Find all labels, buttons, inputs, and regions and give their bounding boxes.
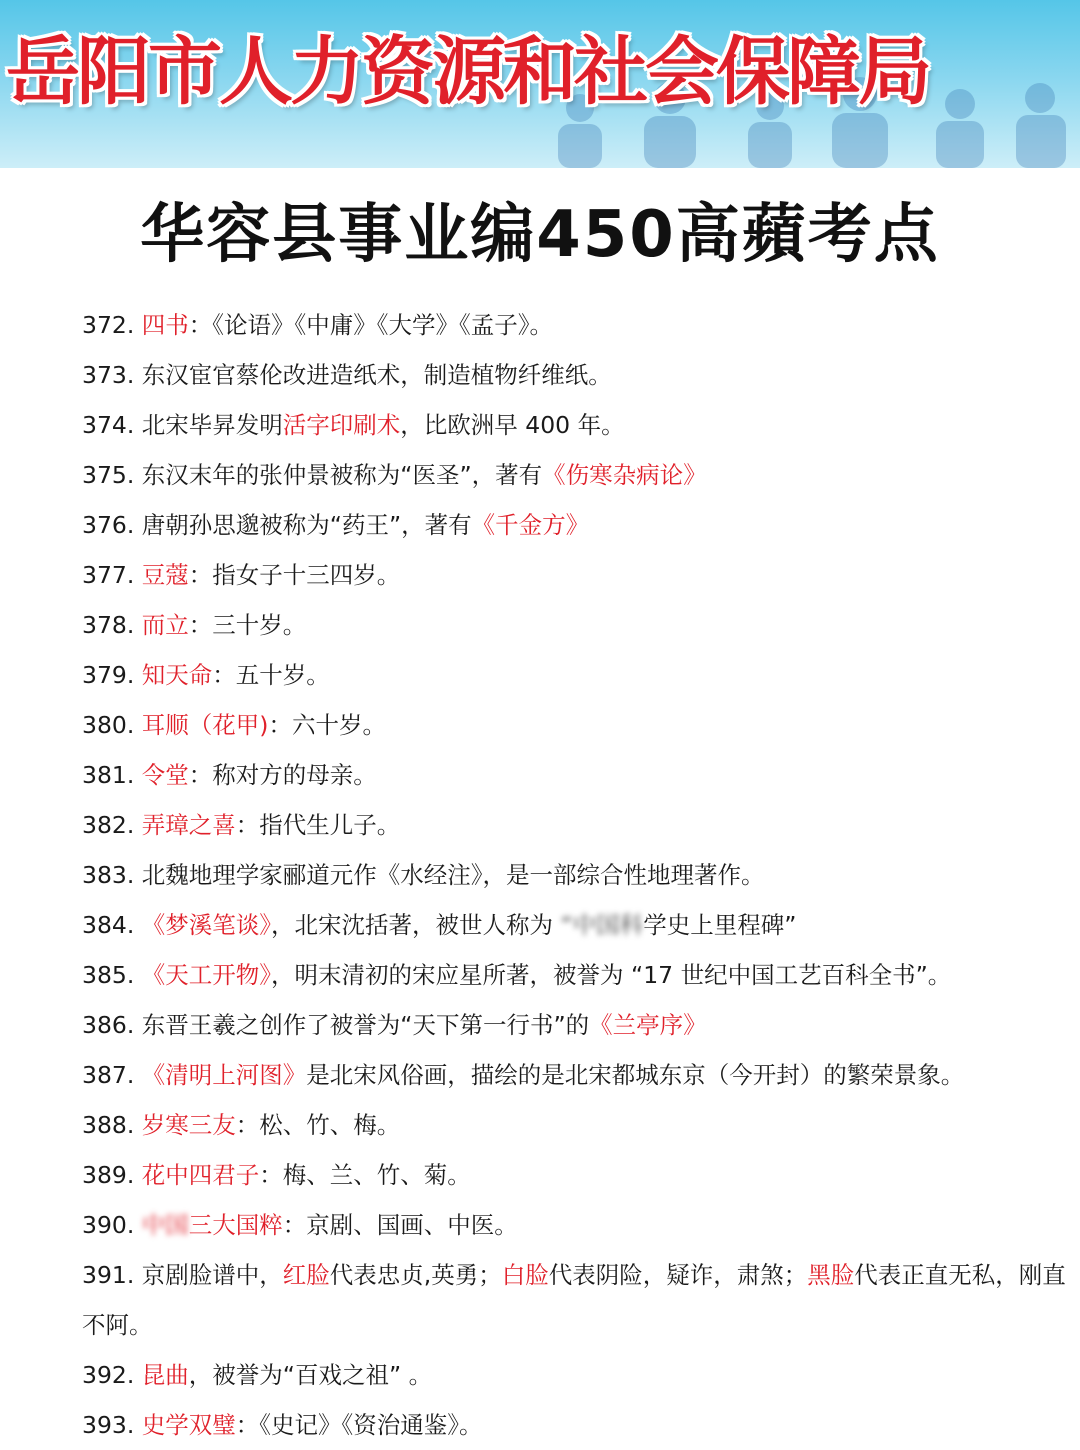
- item-list: [82, 300, 1080, 1450]
- highlighted-term: 令堂: [141, 761, 189, 789]
- item-text: ：指代生儿子。: [235, 811, 401, 839]
- item-text: 北魏地理学家郦道元作《水经注》，是一部综合性地理著作。: [141, 861, 765, 889]
- item-text: ：松、竹、梅。: [235, 1111, 401, 1139]
- list-item: [82, 1250, 1080, 1350]
- item-text: 中国: [141, 1211, 189, 1239]
- list-item: [82, 1350, 1080, 1400]
- highlighted-term: 《伤寒杂病论》: [542, 461, 707, 489]
- highlighted-term: 知天命: [141, 661, 213, 689]
- list-item: [82, 1400, 1080, 1450]
- list-item: [82, 1050, 1080, 1100]
- item-text: ，被誉为“百戏之祖” 。: [188, 1361, 433, 1389]
- item-text: ，比欧洲早 400 年。: [400, 411, 625, 439]
- banner-title: 岳阳市人力资源和社会保障局: [6, 29, 929, 115]
- item-number: 380.: [82, 711, 142, 739]
- item-text: 代表忠贞,英勇；: [329, 1261, 502, 1289]
- highlighted-term: 活字印刷术: [282, 411, 401, 439]
- item-number: 389.: [82, 1161, 142, 1189]
- item-text: ：梅、兰、竹、菊。: [259, 1161, 471, 1189]
- item-number: 384.: [82, 911, 142, 939]
- item-text: ：三十岁。: [188, 611, 307, 639]
- item-number: 377.: [82, 561, 142, 589]
- item-number: 393.: [82, 1411, 142, 1439]
- highlighted-term: 《清明上河图》: [141, 1061, 307, 1089]
- item-text: “中国科: [560, 911, 644, 939]
- item-number: 390.: [82, 1211, 142, 1239]
- item-text: 代表正直无私，刚直不阿。: [82, 1261, 1066, 1339]
- highlighted-term: 岁寒三友: [141, 1111, 236, 1139]
- highlighted-term: 红脸: [282, 1261, 330, 1289]
- list-item: [82, 900, 1080, 950]
- list-item: [82, 650, 1080, 700]
- item-text: ，北宋沈括著，被世人称为: [271, 911, 561, 939]
- highlighted-term: 三大国粹: [188, 1211, 283, 1239]
- item-text: 北宋毕昇发明: [141, 411, 283, 439]
- highlighted-term: 豆蔻: [141, 561, 189, 589]
- highlighted-term: 白脸: [501, 1261, 549, 1289]
- list-item: [82, 700, 1080, 750]
- list-item: [82, 750, 1080, 800]
- list-item: [82, 850, 1080, 900]
- list-item: [82, 450, 1080, 500]
- item-text: 是北宋风俗画，描绘的是北宋都城东京（今开封）的繁荣景象。: [306, 1061, 965, 1089]
- highlighted-term: 四书: [141, 311, 189, 339]
- item-number: 372.: [82, 311, 142, 339]
- item-text: 东晋王羲之创作了被誉为“天下第一行书”的: [141, 1011, 590, 1039]
- item-number: 376.: [82, 511, 142, 539]
- highlighted-term: 史学双璧: [141, 1411, 236, 1439]
- item-text: 东汉末年的张仲景被称为“医圣”，著有: [141, 461, 543, 489]
- highlighted-term: 《兰亭序》: [589, 1011, 707, 1039]
- list-item: [82, 350, 1080, 400]
- item-text: 代表阴险，疑诈，肃煞；: [548, 1261, 808, 1289]
- item-text: ：称对方的母亲。: [188, 761, 377, 789]
- list-item: [82, 1000, 1080, 1050]
- page-title: 华容县事业编450高蘋考点: [140, 198, 940, 272]
- highlighted-term: 《梦溪笔谈》: [141, 911, 272, 939]
- highlighted-term: 《千金方》: [471, 511, 590, 539]
- highlighted-term: 而立: [141, 611, 189, 639]
- item-text: ：指女子十三四岁。: [188, 561, 401, 589]
- highlighted-term: 昆曲: [141, 1361, 189, 1389]
- item-number: 386.: [82, 1011, 142, 1039]
- item-number: 382.: [82, 811, 142, 839]
- item-number: 385.: [82, 961, 142, 989]
- list-item: [82, 1200, 1080, 1250]
- item-number: 374.: [82, 411, 142, 439]
- item-number: 392.: [82, 1361, 142, 1389]
- highlighted-term: 耳顺（花甲): [141, 711, 269, 739]
- list-item: [82, 300, 1080, 350]
- item-number: 375.: [82, 461, 142, 489]
- item-text: ：六十岁。: [268, 711, 386, 739]
- item-text: ：京剧、国画、中医。: [282, 1211, 518, 1239]
- item-number: 388.: [82, 1111, 142, 1139]
- item-text: 东汉宦官蔡伦改进造纸术，制造植物纤维纸。: [141, 361, 612, 389]
- item-text: ：五十岁。: [212, 661, 330, 689]
- item-number: 383.: [82, 861, 142, 889]
- item-text: 唐朝孙思邈被称为“药王”，著有: [141, 511, 472, 539]
- list-item: [82, 550, 1080, 600]
- item-text: 京剧脸谱中，: [141, 1261, 283, 1289]
- highlighted-term: 《天工开物》: [141, 961, 272, 989]
- list-item: [82, 950, 1080, 1000]
- list-item: [82, 1150, 1080, 1200]
- item-text: ：《论语》《中庸》《大学》《孟子》。: [188, 311, 554, 339]
- item-number: 391.: [82, 1261, 142, 1289]
- item-text: ：《史记》《资治通鉴》。: [235, 1411, 483, 1439]
- item-number: 381.: [82, 761, 142, 789]
- item-number: 373.: [82, 361, 142, 389]
- item-number: 378.: [82, 611, 142, 639]
- item-number: 379.: [82, 661, 142, 689]
- list-item: [82, 500, 1080, 550]
- highlighted-term: 弄璋之喜: [141, 811, 236, 839]
- item-text: ，明末清初的宋应星所著，被誉为 “17 世纪中国工艺百科全书”。: [271, 961, 952, 989]
- list-item: [82, 1100, 1080, 1150]
- highlighted-term: 花中四君子: [141, 1161, 260, 1189]
- item-number: 387.: [82, 1061, 142, 1089]
- highlighted-term: 黑脸: [807, 1261, 855, 1289]
- header-banner: [0, 0, 1080, 168]
- item-text: 学史上里程碑”: [643, 911, 797, 939]
- list-item: [82, 400, 1080, 450]
- list-item: [82, 600, 1080, 650]
- list-item: [82, 800, 1080, 850]
